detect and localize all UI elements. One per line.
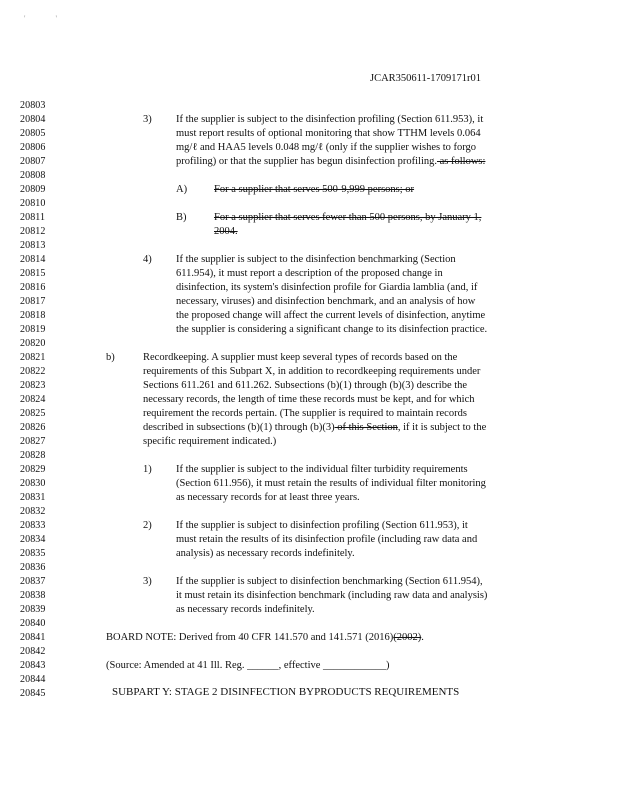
para-4-line: 611.954), it must report a description of the proposed change in xyxy=(176,268,443,279)
para-4-line: the proposed change will affect the current levels of disinfection, anytime xyxy=(176,310,486,321)
line-number: 20810 xyxy=(20,198,46,209)
subpart-title: SUBPART Y: STAGE 2 DISINFECTION BYPRODUCTS REQUIREMENTS xyxy=(112,686,460,698)
line-number: 20809 xyxy=(20,184,46,195)
line-number: 20821 xyxy=(20,352,46,363)
line-number: 20843 xyxy=(20,660,46,671)
line-number: 20814 xyxy=(20,254,46,265)
line-number: 20803 xyxy=(20,100,46,111)
corner-marks: ' ' xyxy=(24,14,71,23)
line-number: 20837 xyxy=(20,576,46,587)
item-b2-number: 2) xyxy=(143,520,152,531)
subsection-b-line: requirements of this Subpart X, in addition to recordkeeping requirements under xyxy=(143,366,481,377)
subitem-a-label: A) xyxy=(176,184,188,195)
subitem-b-label: B) xyxy=(176,212,187,223)
item-b3-line: it must retain its disinfection benchmark (including raw data and analysis) xyxy=(176,590,488,601)
line-number: 20845 xyxy=(20,688,46,699)
struck-text: of this Section xyxy=(334,422,398,433)
para-3-line4-text: profiling) or that the supplier has begun disinfection profiling. xyxy=(176,156,437,167)
line-number: 20830 xyxy=(20,478,46,489)
line-number: 20818 xyxy=(20,310,46,321)
line-number: 20805 xyxy=(20,128,46,139)
para-4-line: necessary, viruses) and disinfection benchmark, and an analysis of how xyxy=(176,296,476,307)
line-number: 20816 xyxy=(20,282,46,293)
item-b3-line: If the supplier is subject to disinfection benchmarking (Section 611.954), xyxy=(176,576,483,587)
line-number: 20835 xyxy=(20,548,46,559)
para-3-line: must report results of optional monitoring that show TTHM levels 0.064 xyxy=(176,128,481,139)
item-b1-line: (Section 611.956), it must retain the results of individual filter monitoring xyxy=(176,478,486,489)
para-4-number: 4) xyxy=(143,254,152,265)
item-b3-number: 3) xyxy=(143,576,152,587)
line-number: 20833 xyxy=(20,520,46,531)
line-number: 20844 xyxy=(20,674,46,685)
line-number: 20842 xyxy=(20,646,46,657)
line-number: 20831 xyxy=(20,492,46,503)
item-b2-line: must retain the results of its disinfection profile (including raw data and xyxy=(176,534,478,545)
subsection-b-line xyxy=(143,422,486,434)
subitem-b-text: 2004. xyxy=(214,226,238,237)
line-number: 20823 xyxy=(20,380,46,391)
line-number: 20820 xyxy=(20,338,46,349)
line-number: 20815 xyxy=(20,268,46,279)
subitem-b-text: For a supplier that serves fewer than 500 persons, by January 1, xyxy=(214,212,482,223)
item-b3-line: as necessary records indefinitely. xyxy=(176,604,315,615)
subsection-b-line: requirement the records pertain. (The supplier is required to maintain records xyxy=(143,408,467,419)
line-number: 20822 xyxy=(20,366,46,377)
para-4-line: disinfection, its system's disinfection profile for Giardia lamblia (and, if xyxy=(176,282,478,293)
subsection-b-line6-b: , if it is subject to the xyxy=(397,422,487,433)
source-note: (Source: Amended at 41 Ill. Reg. ______, effective ____________) xyxy=(106,660,390,671)
subitem-a-text: For a supplier that serves 500-9,999 persons; or xyxy=(214,184,415,195)
struck-text: (2002) xyxy=(393,632,422,643)
board-note-end: . xyxy=(421,632,424,643)
line-number: 20819 xyxy=(20,324,46,335)
para-3-line: If the supplier is subject to the disinfection profiling (Section 611.953), it xyxy=(176,114,484,125)
line-number: 20839 xyxy=(20,604,46,615)
line-number: 20840 xyxy=(20,618,46,629)
subsection-b-line: specific requirement indicated.) xyxy=(143,436,277,447)
para-3-line: mg/ℓ and HAA5 levels 0.048 mg/ℓ (only if the supplier wishes to forgo xyxy=(176,142,477,153)
subsection-b-line: Sections 611.261 and 611.262. Subsections (b)(1) through (b)(3) describe the xyxy=(143,380,468,391)
board-note-text: BOARD NOTE: Derived from 40 CFR 141.570 and 141.571 (2016) xyxy=(106,632,394,643)
item-b1-line: as necessary records for at least three years. xyxy=(176,492,360,503)
line-number: 20826 xyxy=(20,422,46,433)
item-b2-line: analysis) as necessary records indefinitely. xyxy=(176,548,355,559)
line-number: 20841 xyxy=(20,632,46,643)
line-number: 20834 xyxy=(20,534,46,545)
line-number: 20829 xyxy=(20,464,46,475)
subsection-b-label: b) xyxy=(106,352,115,363)
struck-text: as follows: xyxy=(437,156,486,167)
subsection-b-line: necessary records, the length of time these records must be kept, and for which xyxy=(143,394,475,405)
line-number: 20813 xyxy=(20,240,46,251)
line-number: 20832 xyxy=(20,506,46,517)
line-number: 20824 xyxy=(20,394,46,405)
line-number: 20836 xyxy=(20,562,46,573)
board-note xyxy=(106,632,424,644)
para-3-number: 3) xyxy=(143,114,152,125)
line-number: 20827 xyxy=(20,436,46,447)
subsection-b-line6-a: described in subsections (b)(1) through (b)(3) xyxy=(143,422,335,433)
line-number: 20808 xyxy=(20,170,46,181)
line-number: 20806 xyxy=(20,142,46,153)
para-4-line: the supplier is considering a significant change to its disinfection practice. xyxy=(176,324,488,335)
line-number: 20825 xyxy=(20,408,46,419)
line-number: 20828 xyxy=(20,450,46,461)
para-3-line xyxy=(176,156,485,168)
line-number: 20817 xyxy=(20,296,46,307)
line-number: 20811 xyxy=(20,212,46,223)
line-number: 20812 xyxy=(20,226,46,237)
line-number: 20807 xyxy=(20,156,46,167)
line-number: 20838 xyxy=(20,590,46,601)
para-4-line: If the supplier is subject to the disinfection benchmarking (Section xyxy=(176,254,456,265)
item-b2-line: If the supplier is subject to disinfection profiling (Section 611.953), it xyxy=(176,520,468,531)
line-number: 20804 xyxy=(20,114,46,125)
subsection-b-line: Recordkeeping. A supplier must keep several types of records based on the xyxy=(143,352,458,363)
document-id: JCAR350611-1709171r01 xyxy=(370,73,482,84)
item-b1-line: If the supplier is subject to the individual filter turbidity requirements xyxy=(176,464,468,475)
item-b1-number: 1) xyxy=(143,464,152,475)
